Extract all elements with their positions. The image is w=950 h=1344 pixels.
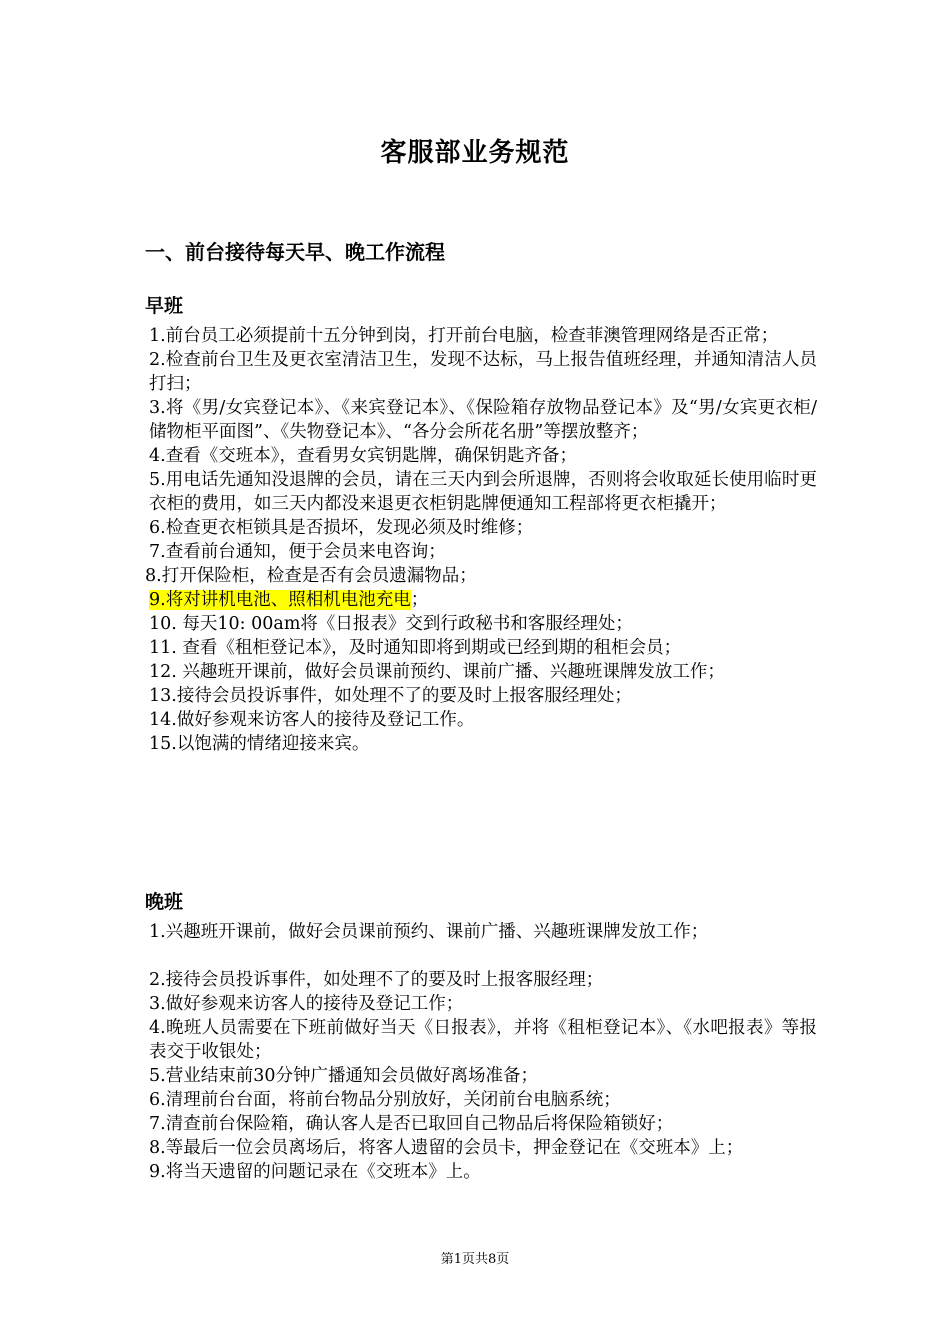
list-item: 2.接待会员投诉事件，如处理不了的要及时上报客服经理； (149, 970, 604, 990)
list-item: 9.将当天遗留的问题记录在《交班本》上。 (149, 1162, 481, 1182)
list-item: 14.做好参观来访客人的接待及登记工作。 (149, 710, 475, 730)
list-item: 5.营业结束前30分钟广播通知会员做好离场准备； (149, 1066, 538, 1086)
list-item: 1.前台员工必须提前十五分钟到岗，打开前台电脑，检查菲澳管理网络是否正常； (149, 326, 779, 346)
list-item: 5.用电话先通知没退牌的会员，请在三天内到会所退牌，否则将会收取延长使用临时更衣柜的费用，如三天内都没来退更衣柜钥匙牌便通知工程部将更衣柜撬开； (149, 470, 817, 514)
list-item: 2.检查前台卫生及更衣室清洁卫生，发现不达标，马上报告值班经理，并通知清洁人员打扫； (149, 350, 817, 394)
page-number-footer: 第1页共8页 (440, 1252, 510, 1267)
list-item: 7.清查前台保险箱，确认客人是否已取回自己物品后将保险箱锁好； (149, 1114, 674, 1134)
list-item: 4.晚班人员需要在下班前做好当天《日报表》，并将《租柜登记本》、《水吧报表》等报表交于收银处； (149, 1018, 817, 1062)
list-item: 15.以饱满的情绪迎接来宾。 (149, 734, 370, 754)
list-item: 11. 查看《租柜登记本》，及时通知即将到期或已经到期的租柜会员； (149, 638, 682, 658)
list-item: 4.查看《交班本》，查看男女宾钥匙牌，确保钥匙齐备； (149, 446, 577, 466)
page-title: 客服部业务规范 (380, 138, 570, 168)
highlight-mark: 9.将对讲机电池、照相机电池充电 (149, 590, 411, 610)
morning-shift-list (145, 324, 817, 756)
list-item: 6.检查更衣柜锁具是否损坏，发现必须及时维修； (149, 518, 534, 538)
list-item: 13.接待会员投诉事件，如处理不了的要及时上报客服经理处； (149, 686, 632, 706)
list-item: 3.做好参观来访客人的接待及登记工作； (149, 994, 464, 1014)
list-item: 8.等最后一位会员离场后，将客人遗留的会员卡，押金登记在《交班本》上； (149, 1138, 744, 1158)
list-item: 3.将《男/女宾登记本》、《来宾登记本》、《保险箱存放物品登记本》及“男/女宾更衣柜/储物柜平面图”、《失物登记本》、“各分会所花名册”等摆放整齐； (149, 398, 817, 442)
list-item: 1.兴趣班开课前，做好会员课前预约、课前广播、兴趣班课牌发放工作； (149, 922, 709, 942)
list-item: 7.查看前台通知，便于会员来电咨询； (149, 542, 446, 562)
evening-shift-list (145, 920, 817, 1184)
list-item: 10. 每天10: 00am将《日报表》交到行政秘书和客服经理处； (149, 614, 633, 634)
list-item: 6.清理前台台面，将前台物品分别放好，关闭前台电脑系统； (149, 1090, 621, 1110)
list-item: 12. 兴趣班开课前，做好会员课前预约、课前广播、兴趣班课牌发放工作； (149, 662, 725, 682)
evening-shift-heading: 晚班 (145, 891, 184, 913)
highlighted-list-item: 9.将对讲机电池、照相机电池充电； (149, 590, 429, 610)
morning-shift-heading: 早班 (145, 295, 184, 317)
section-heading: 一、前台接待每天早、晚工作流程 (145, 240, 445, 264)
list-item: 8.打开保险柜，检查是否有会员遗漏物品； (145, 566, 477, 586)
